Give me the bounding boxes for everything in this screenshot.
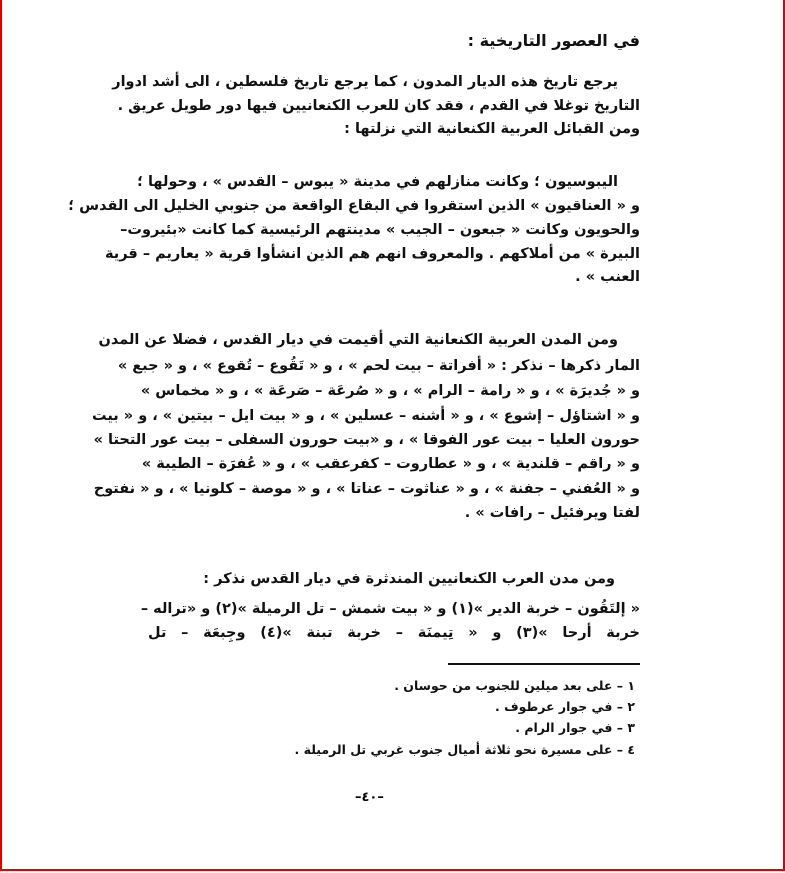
text-line: و « راقم – قلندية » ، و « عطاروت – كفرعقب » ، و « عُفرَة – الطيبة »	[141, 456, 640, 472]
text-line: حورون العليا – بيت عور الفوقا » ، و «بيت حورون السفلى – بيت عور التحتا »	[93, 432, 640, 448]
text-line: ومن مدن العرب الكنعانيين المندثرة في ديار القدس نذكر :	[203, 571, 615, 587]
footnote-divider	[448, 663, 640, 665]
section-heading: في العصور التاريخية :	[467, 31, 640, 50]
page-number: –٤٠–	[355, 790, 384, 805]
text-line: خربة أرحا »(٣) و « تِيمنَة – خربة تبنة »(٤) وجِبعَة – تل	[148, 625, 641, 641]
text-line: و « العُفني – جفنة » ، و « عناثوت – عناتا » ، و « موصة – كلونيا » ، و « نفتوح	[93, 481, 640, 497]
text-line: اليبوسيون ؛ وكانت منازلهم في مدينة « يبوس – القدس » ، وحولها ؛	[137, 174, 618, 190]
text-line: لفتا ويرفئيل – رافات » .	[464, 505, 640, 521]
text-line: البيرة » من أملاكهم . والمعروف انهم هم الذين انشأوا قرية « يعاريم – قرية	[105, 246, 640, 262]
footnote: ١ – على بعد ميلين للجنوب من حوسان .	[394, 678, 635, 693]
text-line: ومن القبائل العربية الكنعانية التي نزلتها :	[344, 121, 640, 137]
text-line: والحويون وكانت « جبعون – الجيب » مدينتهم الرئيسية كما كانت «بئيروت–	[120, 222, 640, 238]
footnote: ٤ – على مسيرة نحو ثلاثة أميال جنوب غربي تل الرميلة .	[294, 742, 635, 757]
text-line: المار ذكرها – نذكر : « أفراتة – بيت لحم » ، و « تَقُوع – تُقوع » ، و « جبع »	[117, 358, 640, 374]
text-line: و « جُديرَة » ، و « رامة – الرام » ، و « صُرعَة – صَرعَة » ، و « مخماس »	[140, 383, 640, 399]
text-line: « إلتَقُون – خربة الدير »(١) و « بيت شمش – تل الرميلة »(٢) و «تراله –	[140, 601, 640, 617]
text-line: يرجع تاريخ هذه الديار المدون ، كما يرجع تاريخ فلسطين ، الى أشد ادوار	[112, 74, 618, 90]
text-line: العنب » .	[575, 269, 640, 285]
text-line: و « العناقيون » الذين استقروا في البقاع الواقعة من جنوبي الخليل الى القدس ؛	[68, 198, 640, 214]
text-line: ومن المدن العربية الكنعانية التي أقيمت في ديار القدس ، فضلا عن المدن	[98, 332, 618, 348]
footnote: ٢ – في جوار عرطوف .	[494, 699, 635, 714]
text-line: و « اشتاؤل – إشوع » ، و « أشنه – عسلين » ، و « بيت ايل – بيتين » ، و « بيت	[92, 408, 640, 424]
text-line: التاريخ توغلا في القدم ، فقد كان للعرب الكنعانيين فيها دور طويل عريق .	[117, 98, 640, 114]
footnote: ٣ – في جوار الرام .	[515, 720, 635, 735]
